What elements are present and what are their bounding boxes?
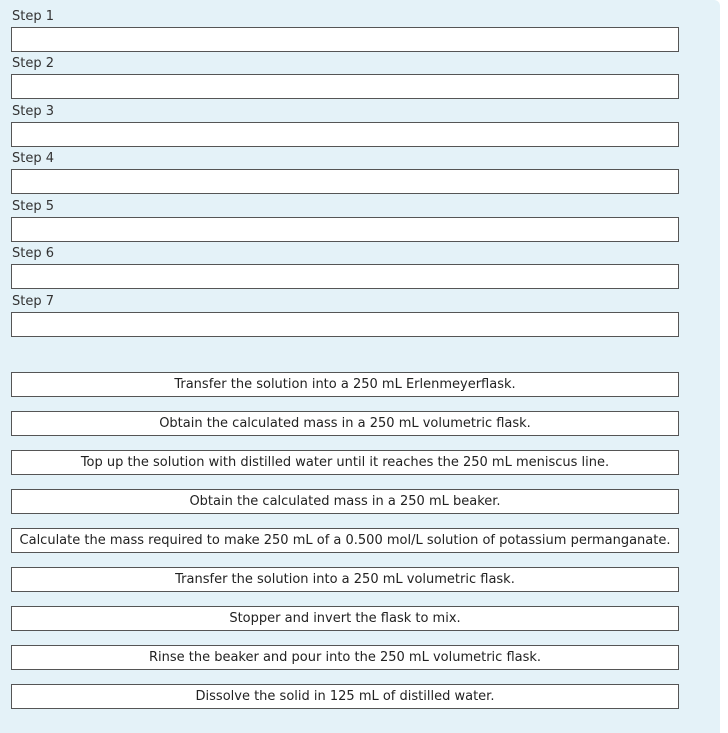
step-3-drop-zone[interactable]: [11, 122, 679, 147]
option-text: Obtain the calculated mass in a 250 mL volumetric flask.: [159, 416, 531, 431]
option-transfer-erlenmeyer[interactable]: [11, 372, 679, 397]
option-text: Rinse the beaker and pour into the 250 mL volumetric flask.: [148, 650, 542, 665]
step-4-label: Step 4: [12, 151, 55, 166]
step-3-label: Step 3: [12, 104, 55, 119]
option-text: Obtain the calculated mass in a 250 mL beaker.: [189, 494, 501, 509]
option-text: Dissolve the solid in 125 mL of distilled water.: [195, 689, 495, 704]
option-obtain-mass-beaker[interactable]: [11, 489, 679, 514]
option-rinse-beaker[interactable]: [11, 645, 679, 670]
option-text: Top up the solution with distilled water until it reaches the 250 mL meniscus line.: [80, 455, 610, 470]
step-1-label: Step 1: [12, 9, 55, 24]
option-calculate-mass[interactable]: [11, 528, 679, 553]
step-1-drop-zone[interactable]: [11, 27, 679, 52]
option-text: Calculate the mass required to make 250 mL of a 0.500 mol/L solution of potassium permanganate.: [19, 533, 671, 548]
step-2-drop-zone[interactable]: [11, 74, 679, 99]
step-6-drop-zone[interactable]: [11, 264, 679, 289]
step-7-label: Step 7: [12, 294, 55, 309]
option-stopper-invert[interactable]: [11, 606, 679, 631]
step-2-label: Step 2: [12, 56, 55, 71]
option-text: Transfer the solution into a 250 mL Erlenmeyerflask.: [174, 377, 516, 392]
step-5-drop-zone[interactable]: [11, 217, 679, 242]
step-4-drop-zone[interactable]: [11, 169, 679, 194]
option-transfer-volumetric[interactable]: [11, 567, 679, 592]
option-text: Transfer the solution into a 250 mL volumetric flask.: [175, 572, 515, 587]
option-dissolve-solid[interactable]: [11, 684, 679, 709]
step-5-label: Step 5: [12, 199, 55, 214]
step-7-drop-zone[interactable]: [11, 312, 679, 337]
option-obtain-mass-volumetric[interactable]: [11, 411, 679, 436]
option-top-up-distilled-water[interactable]: [11, 450, 679, 475]
step-6-label: Step 6: [12, 246, 55, 261]
option-text: Stopper and invert the flask to mix.: [229, 611, 461, 626]
